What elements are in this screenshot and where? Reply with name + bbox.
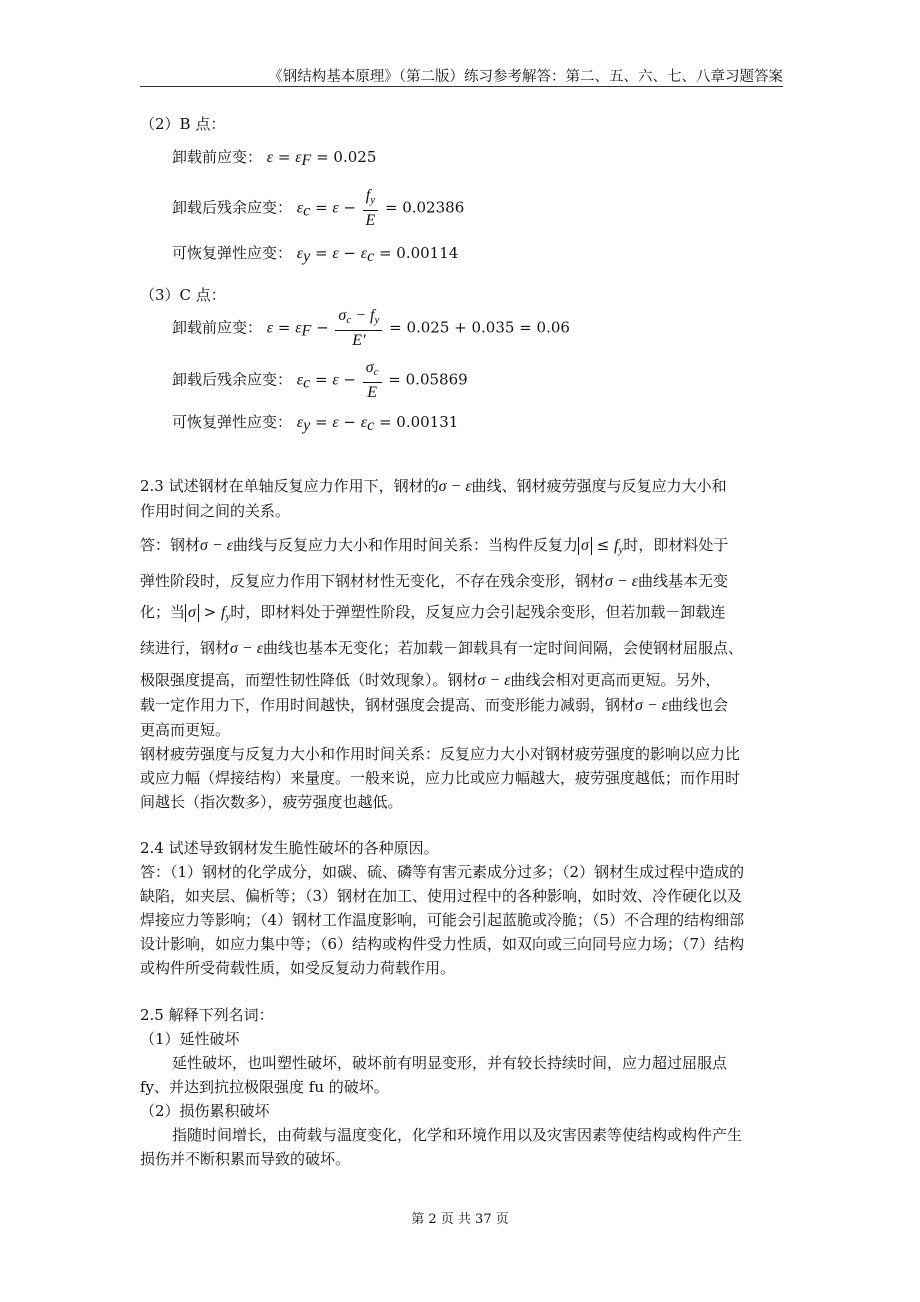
question-2-4: 2.4 试述导致钢材发生脆性破坏的各种原因。 答：（1）钢材的化学成分，如碳、硫、磷等有害元素成分过多；（2）钢材生成过程中造成的 缺陷，如夹层、偏析等；（3）钢材在加工、使用过程中的各种影响，如时效、冷作硬化以及 焊接应力等影响；（4）钢材工作温度影响，可能会引起蓝脆或冷脆；（5）不合理的结构细部 设计影响，如应力集中等；（6）结构或构件受力性质，如双向或三向同号应力场；（7）结构 或构件所受荷载性质，如受反复动力荷载作用。: [140, 839, 745, 977]
page-footer: 第 2 页 共 37 页: [411, 1212, 509, 1227]
page-header: 《钢结构基本原理》（第二版）练习参考解答：第二、五、六、七、八章习题答案: [140, 68, 783, 87]
point-c-eq2: 卸载后残余应变： $\varepsilon_c = \varepsilon$ − $\frac{\sigma_c}{E}$ = 0.05869: [172, 359, 468, 401]
point-c-eq3: 可恢复弹性应变： $\varepsilon_y = \varepsilon - \varepsilon_c = 0.00131$: [172, 413, 459, 434]
point-c-title: （3）C 点：: [140, 286, 226, 304]
question-2-5: 2.5 解释下列名词： （1）延性破坏 延性破坏，也叫塑性破坏，破坏前有明显变形，并有较长持续时间，应力超过屈服点 fy、并达到抗拉极限强度 fu 的破坏。 （2）损伤累积破坏 指随时间增长，由荷载与温度变化，化学和环境作用以及灾害因素等使结构或构件产生 损伤并不断积累而导致的破坏。: [140, 1006, 743, 1168]
point-b-eq3: 可恢复弹性应变： $\varepsilon_y = \varepsilon - \varepsilon_c = 0.00114$: [172, 244, 459, 265]
answer-2-3-part2: 极限强度提高，而塑性韧性降低（时效现象）。钢材σ − ε曲线会相对更高而更短。另外， 载一定作用力下，作用时间越快，钢材强度会提高、而变形能力减弱，钢材σ − ε曲线也会 更高而更短。 钢材疲劳强度与反复力大小和作用时间关系：反复应力大小对钢材疲劳强度的影响以应力比 或应力幅（焊接结构）来量度。一般来说，应力比或应力幅越大，疲劳强度越低；而作用时 间越长（指次数多），疲劳强度也越低。: [140, 671, 741, 811]
point-b-eq1: 卸载前应变： $\varepsilon = \varepsilon_F = 0.025$: [172, 148, 377, 169]
point-b-eq2: 卸载后残余应变： $\varepsilon_c = \varepsilon$ − $\frac{f_y}{E}$ = 0.02386: [172, 187, 465, 229]
point-c-eq1: 卸载前应变： $\varepsilon = \varepsilon_F$ − $\frac{\sigma_c - f_y}{E'}$ = 0.025 + 0.035 = 0.06: [172, 307, 570, 349]
answer-2-3-part1: 答：钢材σ − ε曲线与反复应力大小和作用时间关系：当构件反复力 $\sigma \le f_y$时，即材料处于 弹性阶段时，反复应力作用下钢材材性无变化，不存在残余变形，钢材σ − ε曲线基本无变 化；当 $\sigma > f_y$时，即材料处于弹塑性阶段，反复应力会引起残余变形，但若加载－卸载连 续进行，钢材σ − ε曲线也基本无变化；若加载－卸载具有一定时间间隔，会使钢材屈服点、: [140, 536, 744, 657]
question-2-3: 2.3 试述钢材在单轴反复应力作用下，钢材的σ − ε曲线、钢材疲劳强度与反复应力大小和 作用时间之间的关系。: [140, 477, 727, 520]
point-b-title: （2）B 点：: [140, 115, 226, 133]
